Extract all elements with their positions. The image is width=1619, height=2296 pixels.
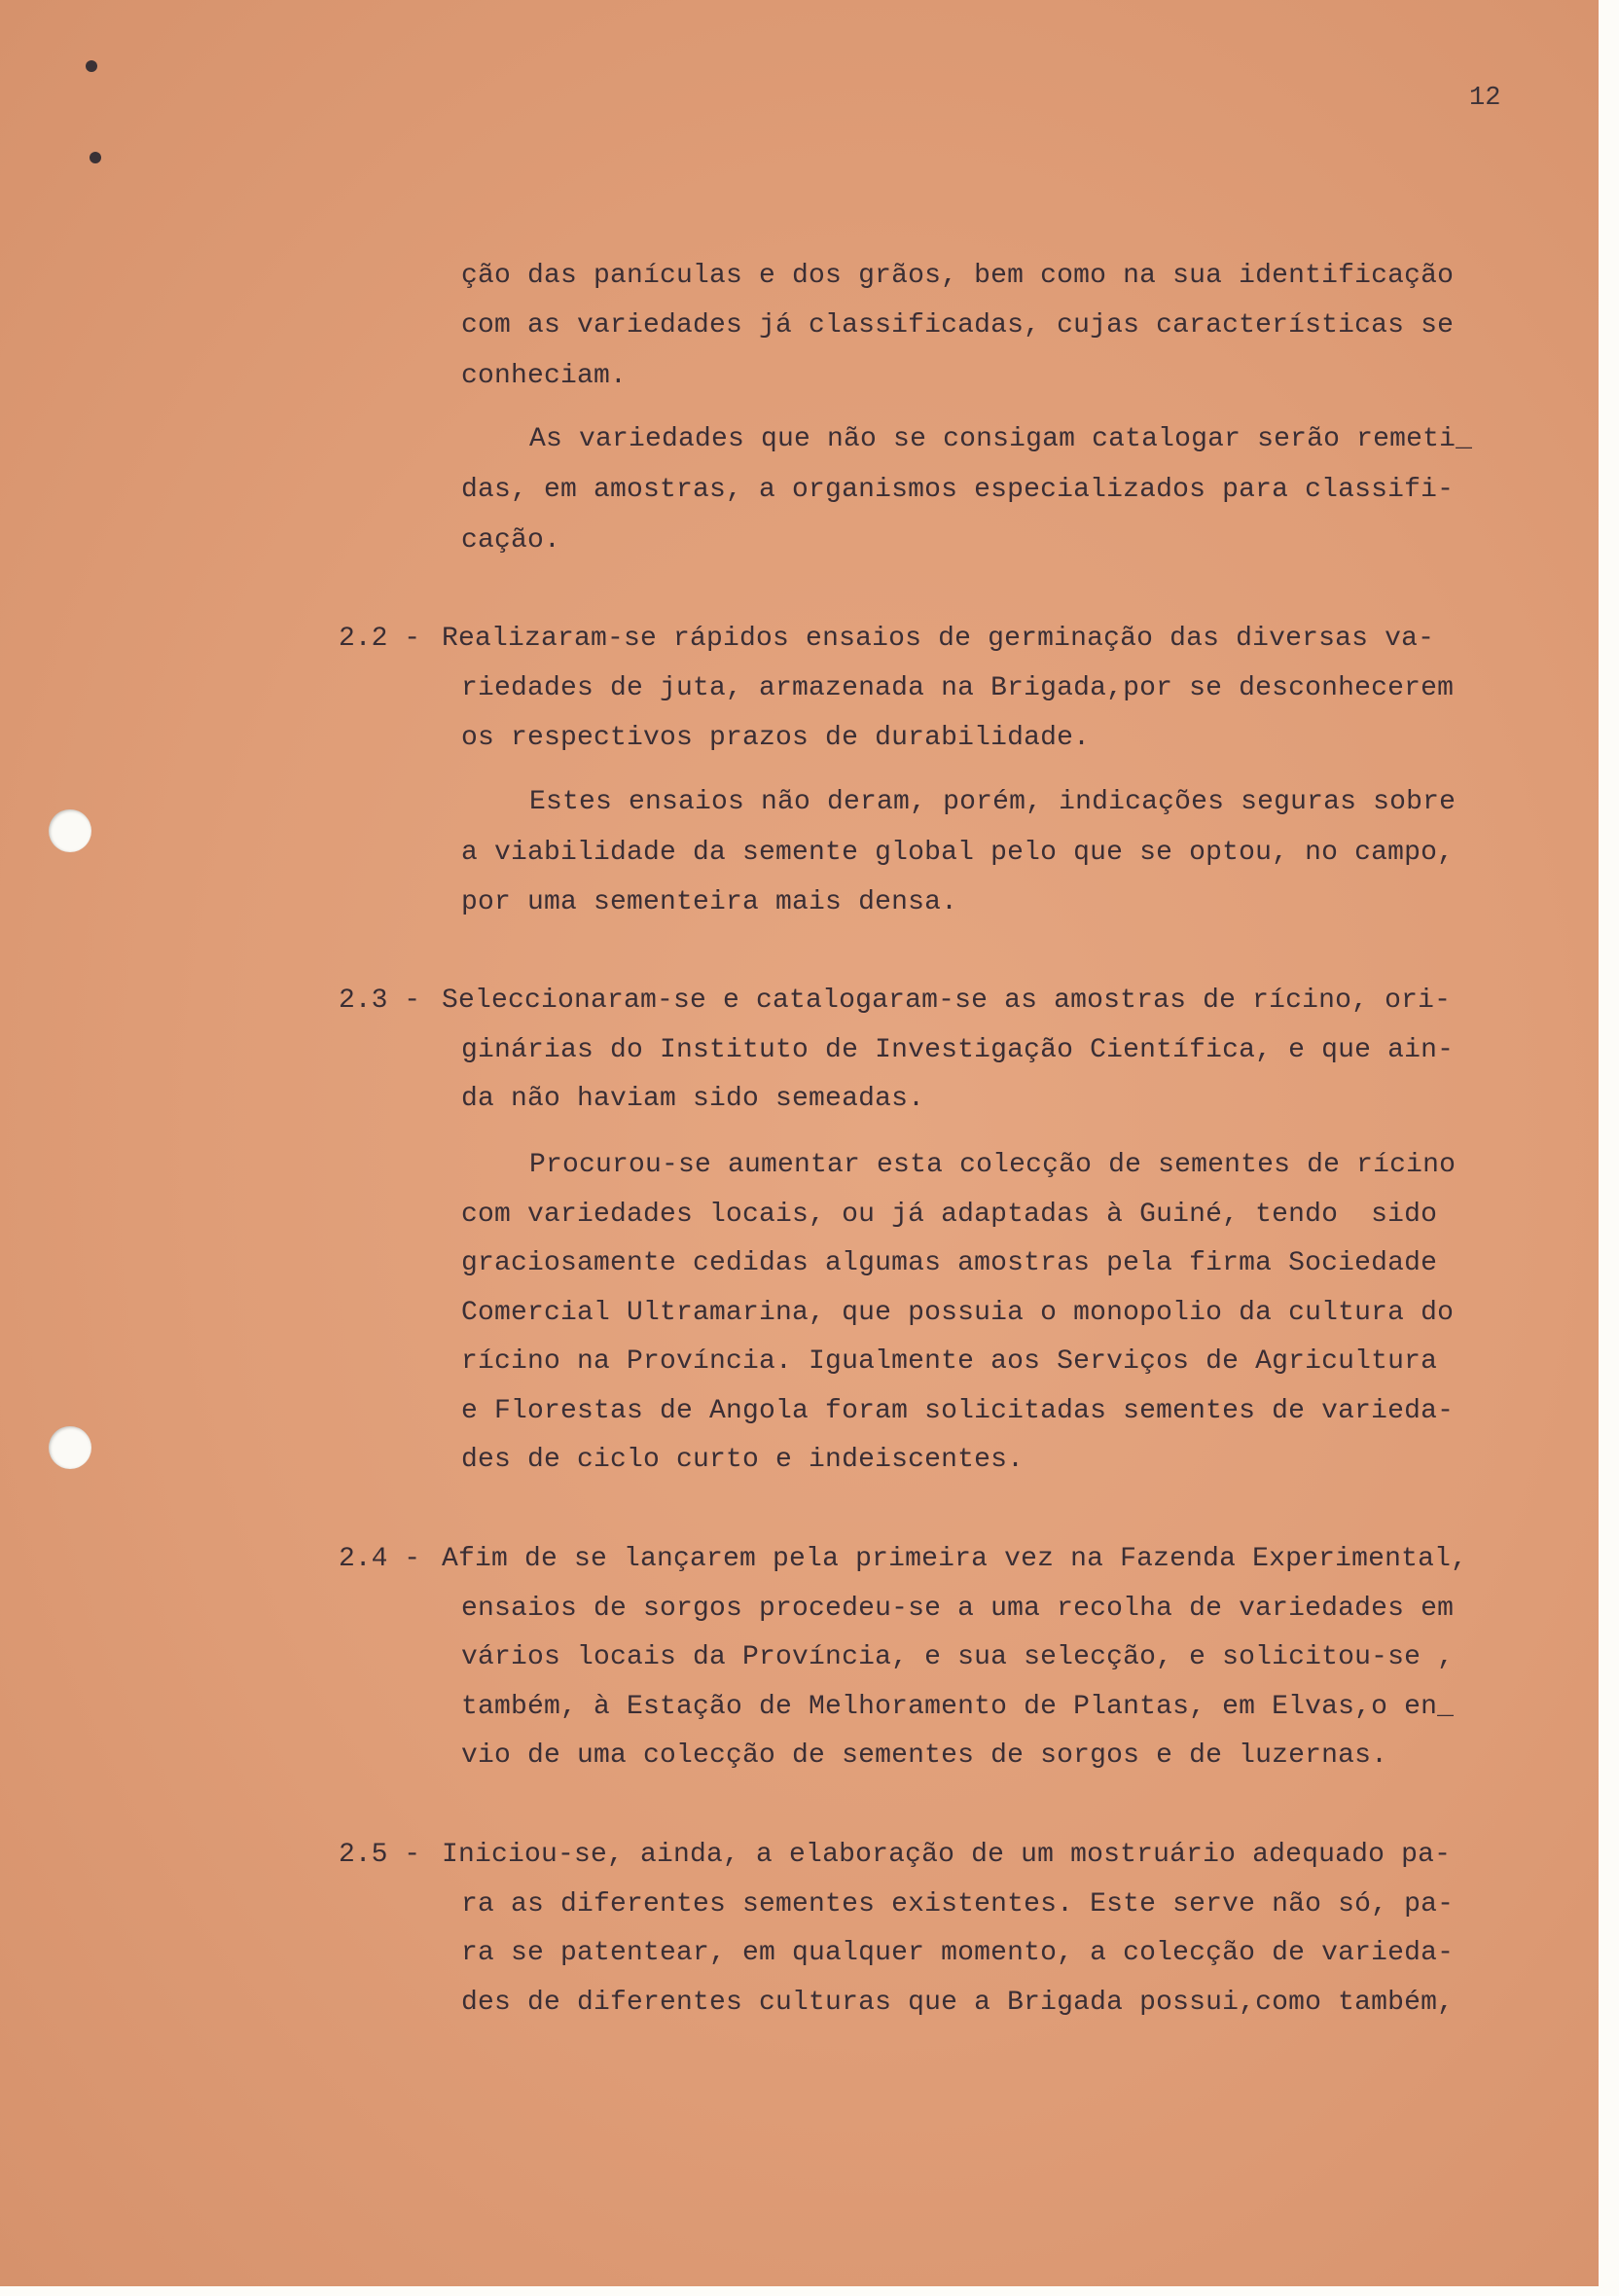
text-line: Estes ensaios não deram, porém, indicações seguras sobre <box>529 787 1457 817</box>
text-line: da não haviam sido semeadas. <box>461 1084 925 1114</box>
text-line: Comercial Ultramarina, que possuia o monopolio da cultura do <box>461 1298 1455 1328</box>
section-label: 2.4 - <box>339 1544 421 1574</box>
text-line: a viabilidade da semente global pelo que se optou, no campo, <box>461 838 1455 868</box>
page-number: 12 <box>1469 84 1501 113</box>
punch-hole-upper <box>49 809 91 852</box>
text-line: e Florestas de Angola foram solicitadas sementes de varieda- <box>461 1396 1455 1426</box>
binder-mark-second <box>90 152 101 163</box>
text-line: ra as diferentes sementes existentes. Este serve não só, pa- <box>461 1889 1455 1919</box>
section-label: 2.2 - <box>339 624 421 654</box>
text-line: ra se patentear, em qualquer momento, a colecção de varieda- <box>461 1938 1455 1968</box>
section-label: 2.3 - <box>339 986 421 1016</box>
text-line: des de diferentes culturas que a Brigada possui,como também, <box>461 1988 1455 2018</box>
text-line: com as variedades já classificadas, cujas características se <box>461 310 1455 341</box>
text-line: Iniciou-se, ainda, a elaboração de um mostruário adequado pa- <box>442 1840 1452 1870</box>
text-line: As variedades que não se consigam catalogar serão remeti_ <box>529 424 1473 454</box>
punch-hole-lower <box>49 1426 91 1469</box>
text-line: das, em amostras, a organismos especializados para classifi- <box>461 475 1455 505</box>
text-line: riedades de juta, armazenada na Brigada,por se desconhecerem <box>461 673 1455 703</box>
text-line: Afim de se lançarem pela primeira vez na Fazenda Experimental, <box>442 1544 1468 1574</box>
text-line: Seleccionaram-se e catalogaram-se as amostras de rícino, ori- <box>442 986 1452 1016</box>
text-line: cação. <box>461 525 561 556</box>
text-line: ção das panículas e dos grãos, bem como na sua identificação <box>461 261 1455 291</box>
text-line: ginárias do Instituto de Investigação Científica, e que ain- <box>461 1035 1455 1065</box>
text-line: vio de uma colecção de sementes de sorgos e de luzernas. <box>461 1740 1388 1771</box>
text-line: também, à Estação de Melhoramento de Plantas, em Elvas,o en_ <box>461 1692 1455 1722</box>
text-line: rícino na Província. Igualmente aos Serviços de Agricultura <box>461 1346 1438 1377</box>
text-line: vários locais da Província, e sua selecção, e solicitou-se , <box>461 1642 1455 1672</box>
binder-mark-top <box>86 60 97 72</box>
section-label: 2.5 - <box>339 1840 421 1870</box>
text-line: os respectivos prazos de durabilidade. <box>461 723 1091 753</box>
text-line: graciosamente cedidas algumas amostras pela firma Sociedade <box>461 1248 1438 1278</box>
text-line: des de ciclo curto e indeiscentes. <box>461 1445 1025 1475</box>
text-line: Realizaram-se rápidos ensaios de germinação das diversas va- <box>442 624 1435 654</box>
text-line: ensaios de sorgos procedeu-se a uma recolha de variedades em <box>461 1594 1455 1624</box>
text-line: por uma sementeira mais densa. <box>461 887 958 917</box>
text-line: conheciam. <box>461 361 628 391</box>
text-line: Procurou-se aumentar esta colecção de sementes de rícino <box>529 1150 1457 1180</box>
text-line: com variedades locais, ou já adaptadas à Guiné, tendo sido <box>461 1200 1438 1230</box>
